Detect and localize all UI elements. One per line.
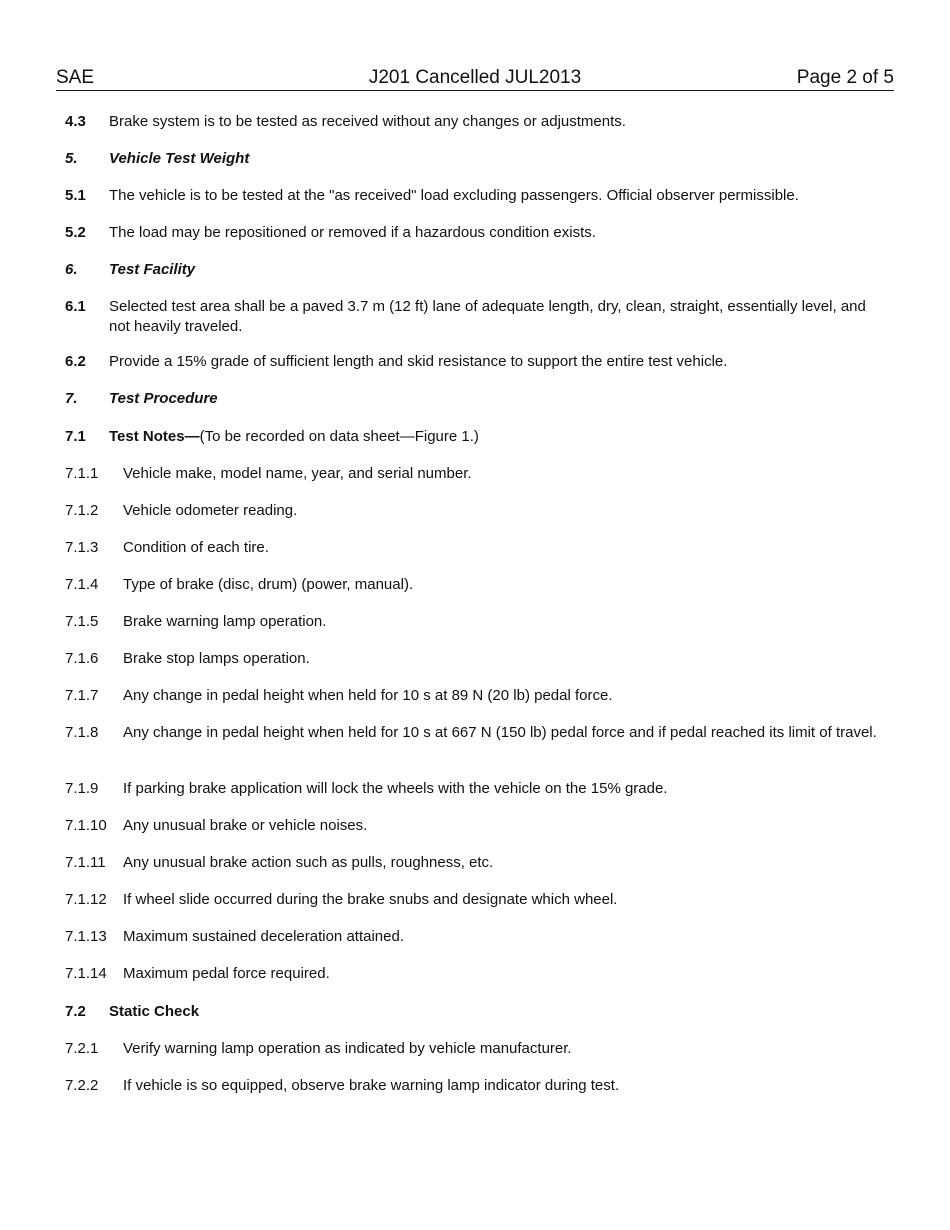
clause-text: Type of brake (disc, drum) (power, manual). bbox=[123, 576, 414, 593]
clause-text: Selected test area shall be a paved 3.7 m (12 ft) lane of adequate length, dry, clean, straight, essentially level, and not heavily traveled. bbox=[109, 298, 866, 335]
section-number: 7. bbox=[65, 390, 78, 407]
section-number: 5. bbox=[65, 150, 78, 167]
clause-7-1-3 bbox=[65, 538, 880, 558]
clause-number: 7.2.1 bbox=[65, 1040, 99, 1057]
clause-4-3 bbox=[65, 112, 880, 132]
clause-number: 7.2.2 bbox=[65, 1077, 99, 1094]
clause-number: 6.1 bbox=[65, 298, 86, 315]
clause-7-1-2 bbox=[65, 501, 880, 521]
clause-6-2 bbox=[65, 352, 880, 372]
section-5-heading bbox=[65, 149, 880, 169]
clause-number: 7.1.9 bbox=[65, 780, 99, 797]
clause-number: 7.1.5 bbox=[65, 613, 99, 630]
clause-number: 7.1.12 bbox=[65, 891, 107, 908]
clause-7-1-12 bbox=[65, 890, 880, 910]
clause-text: If wheel slide occurred during the brake snubs and designate which wheel. bbox=[123, 891, 618, 908]
clause-5-1 bbox=[65, 186, 880, 206]
clause-text: Vehicle odometer reading. bbox=[123, 502, 298, 519]
clause-7-2-1 bbox=[65, 1039, 880, 1059]
clause-number: 4.3 bbox=[65, 113, 86, 130]
clause-text: Brake stop lamps operation. bbox=[123, 650, 310, 667]
section-number: 6. bbox=[65, 261, 78, 278]
clause-text: Vehicle make, model name, year, and serial number. bbox=[123, 465, 472, 482]
clause-text: The vehicle is to be tested at the "as received" load excluding passengers. Official observer permissible. bbox=[109, 187, 799, 204]
clause-text: The load may be repositioned or removed if a hazardous condition exists. bbox=[109, 224, 596, 241]
clause-text: Provide a 15% grade of sufficient length and skid resistance to support the entire test vehicle. bbox=[109, 353, 728, 370]
clause-number: 7.1.14 bbox=[65, 965, 107, 982]
subsection-heading: Static Check bbox=[109, 1003, 200, 1020]
clause-7-1-13 bbox=[65, 927, 880, 947]
clause-7-1 bbox=[65, 427, 880, 447]
clause-text bbox=[65, 427, 880, 447]
clause-text: If vehicle is so equipped, observe brake warning lamp indicator during test. bbox=[123, 1077, 620, 1094]
clause-7-1-8 bbox=[65, 723, 880, 743]
clause-number: 7.1.1 bbox=[65, 465, 99, 482]
clause-text: Maximum pedal force required. bbox=[123, 965, 330, 982]
clause-5-2 bbox=[65, 223, 880, 243]
subsection-note: (To be recorded on data sheet—Figure 1.) bbox=[199, 428, 479, 445]
clause-number: 5.1 bbox=[65, 187, 86, 204]
clause-7-1-5 bbox=[65, 612, 880, 632]
clause-text: Any change in pedal height when held for 10 s at 667 N (150 lb) pedal force and if pedal reached its limit of travel. bbox=[123, 724, 877, 741]
section-title: Vehicle Test Weight bbox=[109, 150, 250, 167]
clause-7-1-1 bbox=[65, 464, 880, 484]
clause-7-1-14 bbox=[65, 964, 880, 984]
clause-text: Brake warning lamp operation. bbox=[123, 613, 327, 630]
clause-7-1-10 bbox=[65, 816, 880, 836]
clause-text: Any change in pedal height when held for 10 s at 89 N (20 lb) pedal force. bbox=[123, 687, 613, 704]
clause-7-1-4 bbox=[65, 575, 880, 595]
clause-number: 7.1.8 bbox=[65, 724, 99, 741]
clause-number: 7.1.13 bbox=[65, 928, 107, 945]
page-header bbox=[56, 66, 894, 91]
section-7-heading bbox=[65, 389, 880, 409]
clause-number: 7.1 bbox=[65, 428, 86, 445]
clause-text: Any unusual brake or vehicle noises. bbox=[123, 817, 368, 834]
clause-number: 7.1.10 bbox=[65, 817, 107, 834]
clause-text: Maximum sustained deceleration attained. bbox=[123, 928, 404, 945]
clause-number: 7.2 bbox=[65, 1003, 86, 1020]
clause-number: 5.2 bbox=[65, 224, 86, 241]
clause-text: If parking brake application will lock the wheels with the vehicle on the 15% grade. bbox=[123, 780, 668, 797]
clause-text: Condition of each tire. bbox=[123, 539, 269, 556]
clause-text: Any unusual brake action such as pulls, roughness, etc. bbox=[123, 854, 494, 871]
clause-text: Verify warning lamp operation as indicated by vehicle manufacturer. bbox=[123, 1040, 572, 1057]
header-org: SAE bbox=[56, 67, 95, 88]
clause-6-1 bbox=[65, 297, 880, 337]
section-title: Test Procedure bbox=[109, 390, 218, 407]
clause-number: 7.1.3 bbox=[65, 539, 99, 556]
clause-number: 6.2 bbox=[65, 353, 86, 370]
clause-number: 7.1.4 bbox=[65, 576, 99, 593]
clause-number: 7.1.7 bbox=[65, 687, 99, 704]
clause-number: 7.1.2 bbox=[65, 502, 99, 519]
header-page-number: Page 2 of 5 bbox=[796, 67, 894, 88]
clause-7-2 bbox=[65, 1002, 880, 1022]
header-doc-id: J201 Cancelled JUL2013 bbox=[368, 67, 582, 88]
clause-text bbox=[65, 1002, 880, 1022]
clause-number: 7.1.11 bbox=[65, 854, 106, 871]
clause-7-2-2 bbox=[65, 1076, 880, 1096]
clause-7-1-6 bbox=[65, 649, 880, 669]
section-title: Test Facility bbox=[109, 261, 196, 278]
section-6-heading bbox=[65, 260, 880, 280]
clause-7-1-9 bbox=[65, 779, 880, 799]
clause-7-1-11 bbox=[65, 853, 880, 873]
clause-7-1-7 bbox=[65, 686, 880, 706]
clause-number: 7.1.6 bbox=[65, 650, 99, 667]
subsection-heading: Test Notes— bbox=[109, 428, 200, 445]
clause-text: Brake system is to be tested as received without any changes or adjustments. bbox=[109, 113, 626, 130]
